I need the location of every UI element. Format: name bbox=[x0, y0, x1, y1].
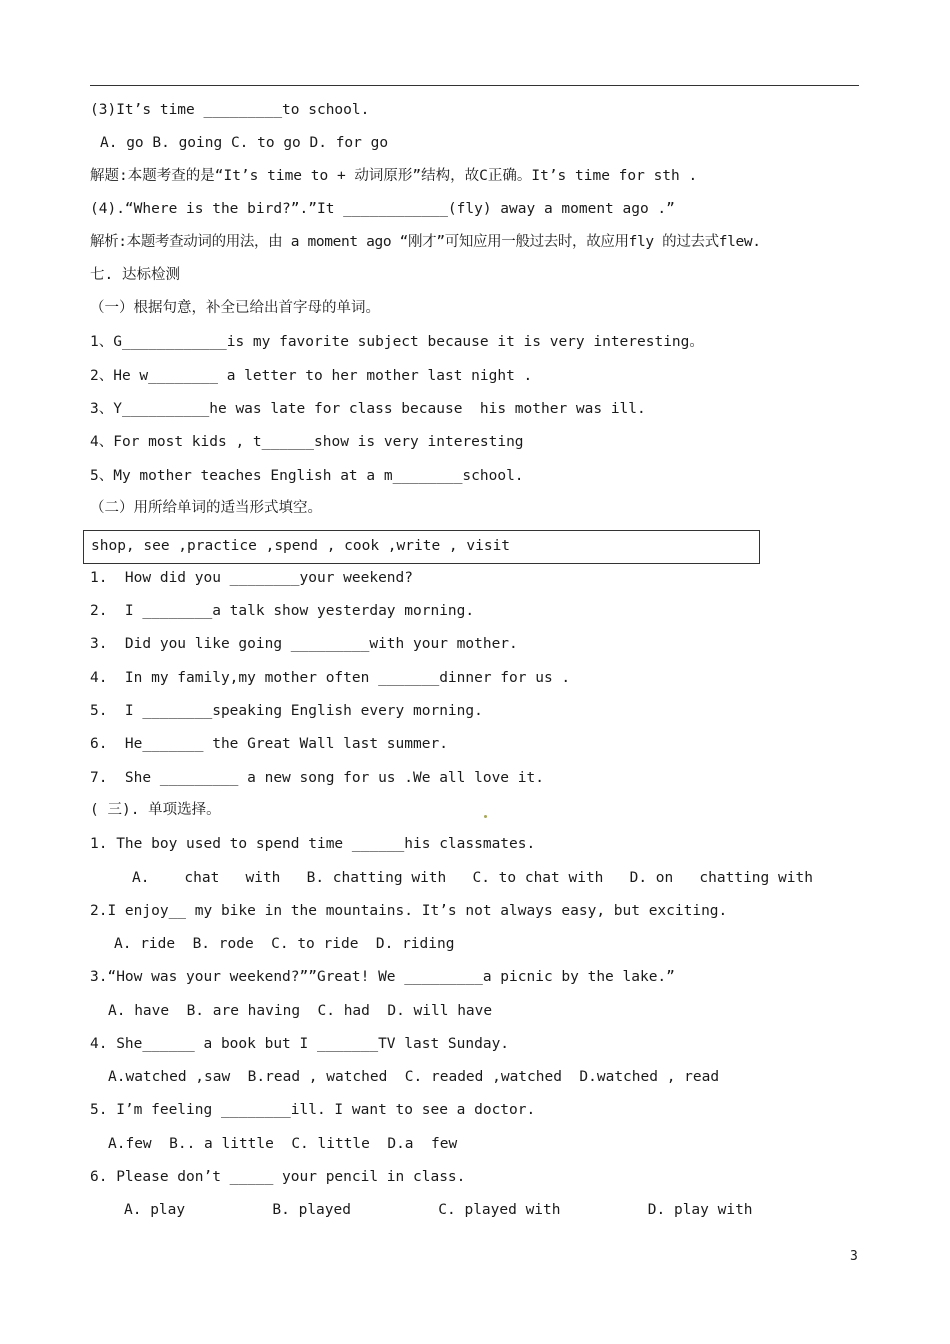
part3-title: ( 三). 单项选择。 bbox=[90, 802, 221, 818]
part2-title: （二）用所给单词的适当形式填空。 bbox=[90, 500, 322, 516]
mc-question-6-options: A. play B. played C. played with D. play with bbox=[124, 1202, 753, 1218]
mc-question-1: 1. The boy used to spend time ______his classmates. bbox=[90, 836, 536, 852]
scan-speck bbox=[484, 815, 487, 818]
question-4-explanation: 解析:本题考查动词的用法，由 a moment ago “刚才”可知应用一般过去时，故应用fly 的过去式flew. bbox=[90, 234, 761, 250]
mc-question-4: 4. She______ a book but I _______TV last Sunday. bbox=[90, 1036, 510, 1052]
part2-item: 2. I ________a talk show yesterday morning. bbox=[90, 603, 475, 619]
question-3: (3)It’s time _________to school. bbox=[90, 102, 370, 118]
mc-question-3-options: A. have B. are having C. had D. will have bbox=[108, 1003, 493, 1019]
part2-item: 6. He_______ the Great Wall last summer. bbox=[90, 736, 448, 752]
word-bank: shop, see ,practice ,spend , cook ,write , visit bbox=[91, 538, 511, 554]
page-number: 3 bbox=[850, 1249, 858, 1264]
part1-item: 1、G____________is my favorite subject because it is very interesting。 bbox=[90, 334, 704, 350]
mc-question-2-options: A. ride B. rode C. to ride D. riding bbox=[114, 936, 455, 952]
part1-title: （一）根据句意，补全已给出首字母的单词。 bbox=[90, 300, 380, 316]
mc-question-3: 3.“How was your weekend?””Great! We _________a picnic by the lake.” bbox=[90, 969, 675, 985]
mc-question-2: 2.I enjoy__ my bike in the mountains. It’s not always easy, but exciting. bbox=[90, 903, 728, 919]
question-3-explanation: 解题:本题考查的是“It’s time to + 动词原形”结构，故C正确。It’s time for sth . bbox=[90, 168, 698, 184]
part2-item: 3. Did you like going _________with your mother. bbox=[90, 636, 518, 652]
part2-item: 7. She _________ a new song for us .We all love it. bbox=[90, 770, 544, 786]
section-title: 七. 达标检测 bbox=[90, 267, 180, 283]
mc-question-5: 5. I’m feeling ________ill. I want to see a doctor. bbox=[90, 1102, 536, 1118]
part1-item: 4、For most kids , t______show is very interesting bbox=[90, 434, 524, 450]
part1-item: 5、My mother teaches English at a m________school. bbox=[90, 468, 524, 484]
question-4: (4).“Where is the bird?”.”It ____________(fly) away a moment ago .” bbox=[90, 201, 675, 217]
part2-item: 4. In my family,my mother often _______dinner for us . bbox=[90, 670, 571, 686]
mc-question-4-options: A.watched ,saw B.read , watched C. readed ,watched D.watched , read bbox=[108, 1069, 720, 1085]
mc-question-6: 6. Please don’t _____ your pencil in class. bbox=[90, 1169, 466, 1185]
word-bank-box bbox=[83, 530, 760, 564]
mc-question-1-options: A. chat with B. chatting with C. to chat with D. on chatting with bbox=[132, 870, 813, 886]
header-rule bbox=[90, 85, 859, 86]
mc-question-5-options: A.few B.. a little C. little D.a few bbox=[108, 1136, 458, 1152]
part1-item: 3、Y__________he was late for class because his mother was ill. bbox=[90, 401, 646, 417]
question-3-options: A. go B. going C. to go D. for go bbox=[100, 135, 389, 151]
part2-item: 5. I ________speaking English every morning. bbox=[90, 703, 483, 719]
part2-item: 1. How did you ________your weekend? bbox=[90, 570, 414, 586]
part1-item: 2、He w________ a letter to her mother last night . bbox=[90, 368, 533, 384]
